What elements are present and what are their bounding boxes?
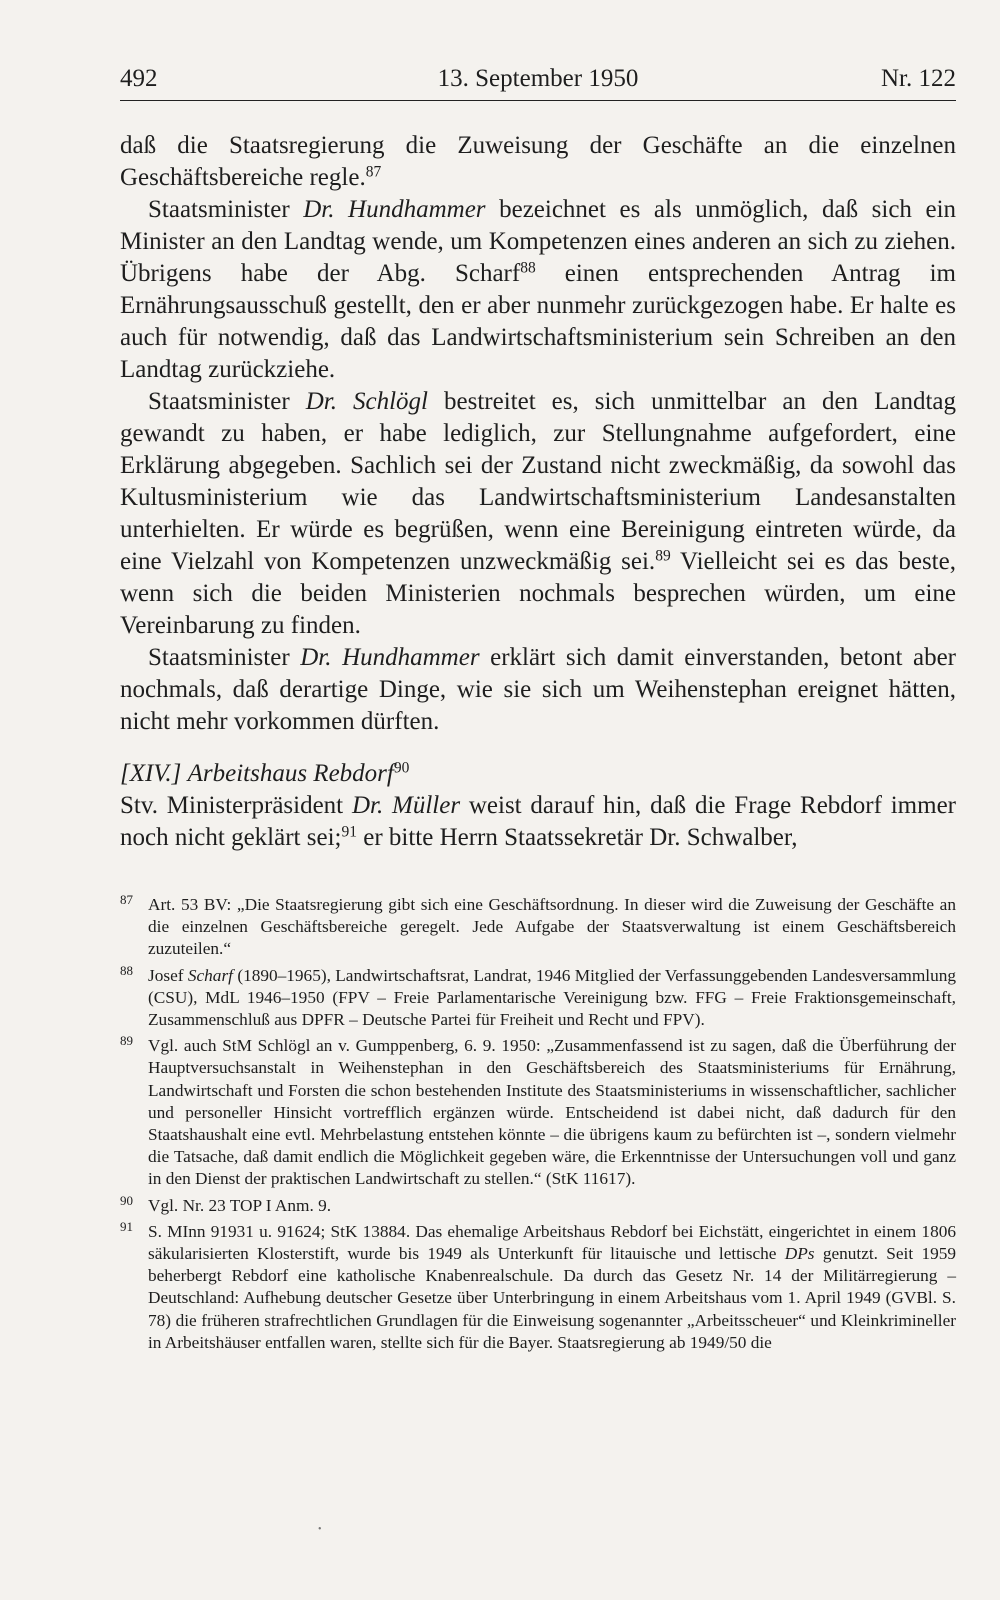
footnote-number: 91 (120, 1218, 133, 1234)
footnote-89: 89 Vgl. auch StM Schlögl an v. Gumppenberg, 6. 9. 1950: „Zusammenfassend ist zu sagen, daß die Überführung der Hauptversuchsanstalt in Weihenstephan in den Geschäftsbereich des Staatsministeriums für Ernährung, Landwirtschaft und Forsten die schon bestehenden Institute des Staatsministeriums in wissenschaftlicher, sachlicher und personeller Hinsicht vortrefflich ergänzen würde. Entscheidend ist dabei nicht, daß dadurch für den Staatshaushalt eine evtl. Mehrbelastung entstehen könnte – die übrigens kaum zu befürchten ist –, sondern vielmehr die Tatsache, daß damit endlich die Möglichkeit gegeben wäre, die Erkenntnisse der Untersuchungen voll und ganz in den Dienst der praktischen Landwirtschaft zu stellen.“ (StK 11617). (120, 1035, 956, 1190)
footnote-ref-91: 91 (341, 823, 357, 841)
paragraph-3: Staatsminister Dr. Schlögl bestreitet es, sich unmittelbar an den Landtag gewandt zu haben, er habe lediglich, zur Stellungnahme aufgefordert, eine Erklärung abgegeben. Sachlich sei der Zustand nicht zweckmäßig, da sowohl das Kultusministerium wie das Landwirtschaftsministerium Landesanstalten unterhielten. Er würde es begrüßen, wenn eine Bereinigung eintreten würde, da eine Vielzahl von Kompetenzen unzweckmäßig sei.$^{89}$ Vielleicht sei es das beste, wenn sich die beiden Ministerien nochmals besprechen würden, um eine Vereinbarung zu finden. (120, 388, 956, 639)
paragraph-1: daß die Staatsregierung die Zuweisung der Geschäfte an die einzelnen Geschäftsbereiche regle.$^{87}$ (120, 132, 956, 191)
header-date: 13. September 1950 (437, 65, 639, 92)
paragraph-5: Stv. Ministerpräsident Dr. Müller weist darauf hin, daß die Frage Rebdorf immer noch nicht geklärt sei;$^{91}$ er bitte Herrn Staatssekretär Dr. Schwalber, (120, 792, 956, 851)
footnote-87: 87 Art. 53 BV: „Die Staatsregierung gibt sich eine Geschäftsordnung. In dieser wird die Zuweisung der Geschäfte an die einzelnen Geschäftsbereiche geregelt. Jede Aufgabe der Staatsverwaltung ist einem Geschäftsbereich zuzuteilen.“ (120, 894, 956, 961)
footnote-number: 90 (120, 1192, 133, 1208)
speaker-name: Schlögl (352, 388, 428, 415)
footnote-ref-88: 88 (520, 259, 536, 277)
speaker-name: Müller (392, 792, 461, 819)
section-heading: [XIV.] Arbeitshaus Rebdorf$^{90}$ (120, 759, 410, 787)
main-text (120, 130, 956, 854)
footnote-ref-90: 90 (393, 759, 410, 777)
page-number: 492 (120, 65, 158, 92)
footnote-ref-87: 87 (365, 163, 382, 181)
speaker-name: Hundhammer (342, 644, 480, 671)
footnote-90: 90 Vgl. Nr. 23 TOP I Anm. 9. (120, 1195, 956, 1217)
paragraph-4: Staatsminister Dr. Hundhammer erklärt sich damit einverstanden, betont aber nochmals, daß derartige Dinge, wie sie sich um Weihenstephan ereignet hätten, nicht mehr vorkommen dürften. (120, 644, 956, 735)
footnote-91: 91 S. MInn 91931 u. 91624; StK 13884. Das ehemalige Arbeitshaus Rebdorf bei Eichstätt, eingerichtet in einem 1806 säkularisierten Klosterstift, wurde bis 1949 als Unterkunft für litauische und lettische DPs genutzt. Seit 1959 beherbergt Rebdorf eine katholische Knabenrealschule. Da durch das Gesetz Nr. 14 der Militärregierung – Deutschland: Aufhebung deutscher Gesetze über Unterbringung in einem Arbeitshaus vom 1. April 1949 (GVBl. S. 78) die früheren strafrechtlichen Grundlagen für die Einweisung sogenannter „Arbeitsscheuer“ und Kleinkrimineller in Arbeitshäuser entfallen waren, stellte sich für die Bayer. Staatsregierung ab 1949/50 die (120, 1221, 956, 1354)
footnote-88: 88 Josef Scharf (1890–1965), Landwirtschaftsrat, Landrat, 1946 Mitglied der Verfassunggebenden Landesversammlung (CSU), MdL 1946–1950 (FPV – Freie Parlamentarische Vereinigung bzw. FFG – Freie Fraktionsgemeinschaft, Zusammenschluß aus DPFR – Deutsche Partei für Freiheit und Recht und FPV). (120, 965, 956, 1032)
paragraph-2: Staatsminister Dr. Hundhammer bezeichnet es als unmöglich, daß sich ein Minister an den Landtag wende, um Kompetenzen eines anderen an sich zu ziehen. Übrigens habe der Abg. Scharf$^{88}$ einen entsprechenden Antrag im Ernährungsausschuß gestellt, den er aber nunmehr zurückgezogen habe. Er halte es auch für notwendig, daß das Landwirtschaftsministerium sein Schreiben an den Landtag zurückziehe. (120, 196, 957, 383)
document-number: Nr. 122 (881, 65, 956, 92)
speaker-name: Hundhammer (348, 196, 486, 223)
footnotes (120, 894, 956, 1358)
footnote-number: 89 (120, 1033, 133, 1049)
scan-speck: • (318, 1524, 322, 1535)
footnote-number: 88 (120, 962, 133, 978)
header-rule (120, 100, 956, 101)
footnote-ref-89: 89 (655, 547, 671, 565)
footnote-number: 87 (120, 892, 133, 907)
